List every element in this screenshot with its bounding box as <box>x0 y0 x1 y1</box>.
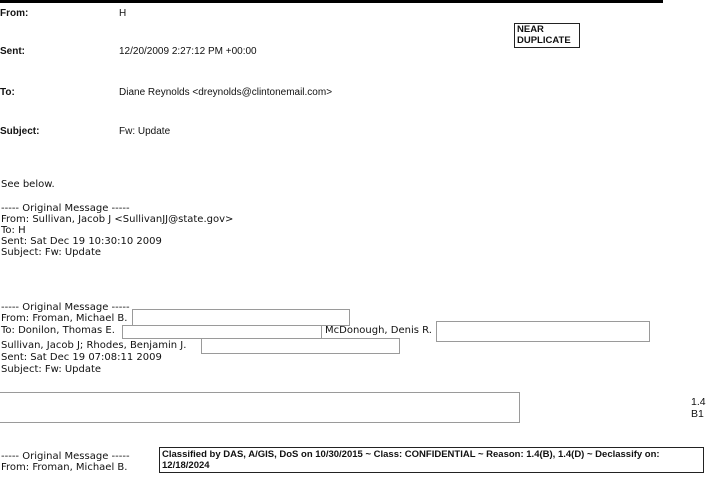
redaction-code-line-2: B1 <box>691 408 704 420</box>
stamp-line-2: DUPLICATE <box>517 34 571 46</box>
body-intro: See below. <box>1 179 55 190</box>
redaction-box <box>122 325 322 339</box>
to-label: To: <box>0 87 15 98</box>
near-duplicate-stamp <box>514 23 580 48</box>
subject-value: Fw: Update <box>119 126 171 137</box>
msg2-cc: Sullivan, Jacob J; Rhodes, Benjamin J. <box>1 340 187 351</box>
msg1-to: To: H <box>1 225 26 236</box>
msg2-to-cont: McDonough, Denis R. <box>325 325 432 336</box>
msg2-subject: Subject: Fw: Update <box>1 364 102 375</box>
subject-label: Subject: <box>0 126 40 137</box>
stamp-line-1: NEAR <box>517 24 544 35</box>
redaction-box <box>201 338 400 354</box>
classification-banner: Classified by DAS, A/GIS, DoS on 10/30/2015 ~ Class: CONFIDENTIAL ~ Reason: 1.4(B), 1.4(D) ~ Declassify on: 12/18/2024 <box>159 447 704 473</box>
from-value: H <box>119 8 127 19</box>
msg1-divider: ----- Original Message ----- <box>1 203 130 214</box>
msg2-from: From: Froman, Michael B. <box>1 313 128 324</box>
sent-value: 12/20/2009 2:27:12 PM +00:00 <box>119 46 257 57</box>
sent-label: Sent: <box>0 46 25 57</box>
msg2-divider: ----- Original Message ----- <box>1 302 130 313</box>
redaction-code-line-1: 1.4 <box>691 396 706 408</box>
redaction-box-large <box>0 392 520 423</box>
from-label: From: <box>0 8 29 19</box>
redaction-box <box>132 309 350 326</box>
msg3-divider: ----- Original Message ----- <box>1 451 130 462</box>
msg2-sent: Sent: Sat Dec 19 07:08:11 2009 <box>1 352 162 363</box>
redaction-code <box>691 396 706 420</box>
msg1-subject: Subject: Fw: Update <box>1 247 102 258</box>
msg3-from: From: Froman, Michael B. <box>1 462 128 473</box>
redaction-box <box>436 321 650 342</box>
msg1-sent: Sent: Sat Dec 19 10:30:10 2009 <box>1 236 162 247</box>
msg1-from: From: Sullivan, Jacob J <SullivanJJ@state.gov> <box>1 214 234 225</box>
top-rule <box>0 0 663 3</box>
to-value: Diane Reynolds <dreynolds@clintonemail.com> <box>119 87 333 98</box>
msg2-to: To: Donilon, Thomas E. <box>1 325 115 336</box>
